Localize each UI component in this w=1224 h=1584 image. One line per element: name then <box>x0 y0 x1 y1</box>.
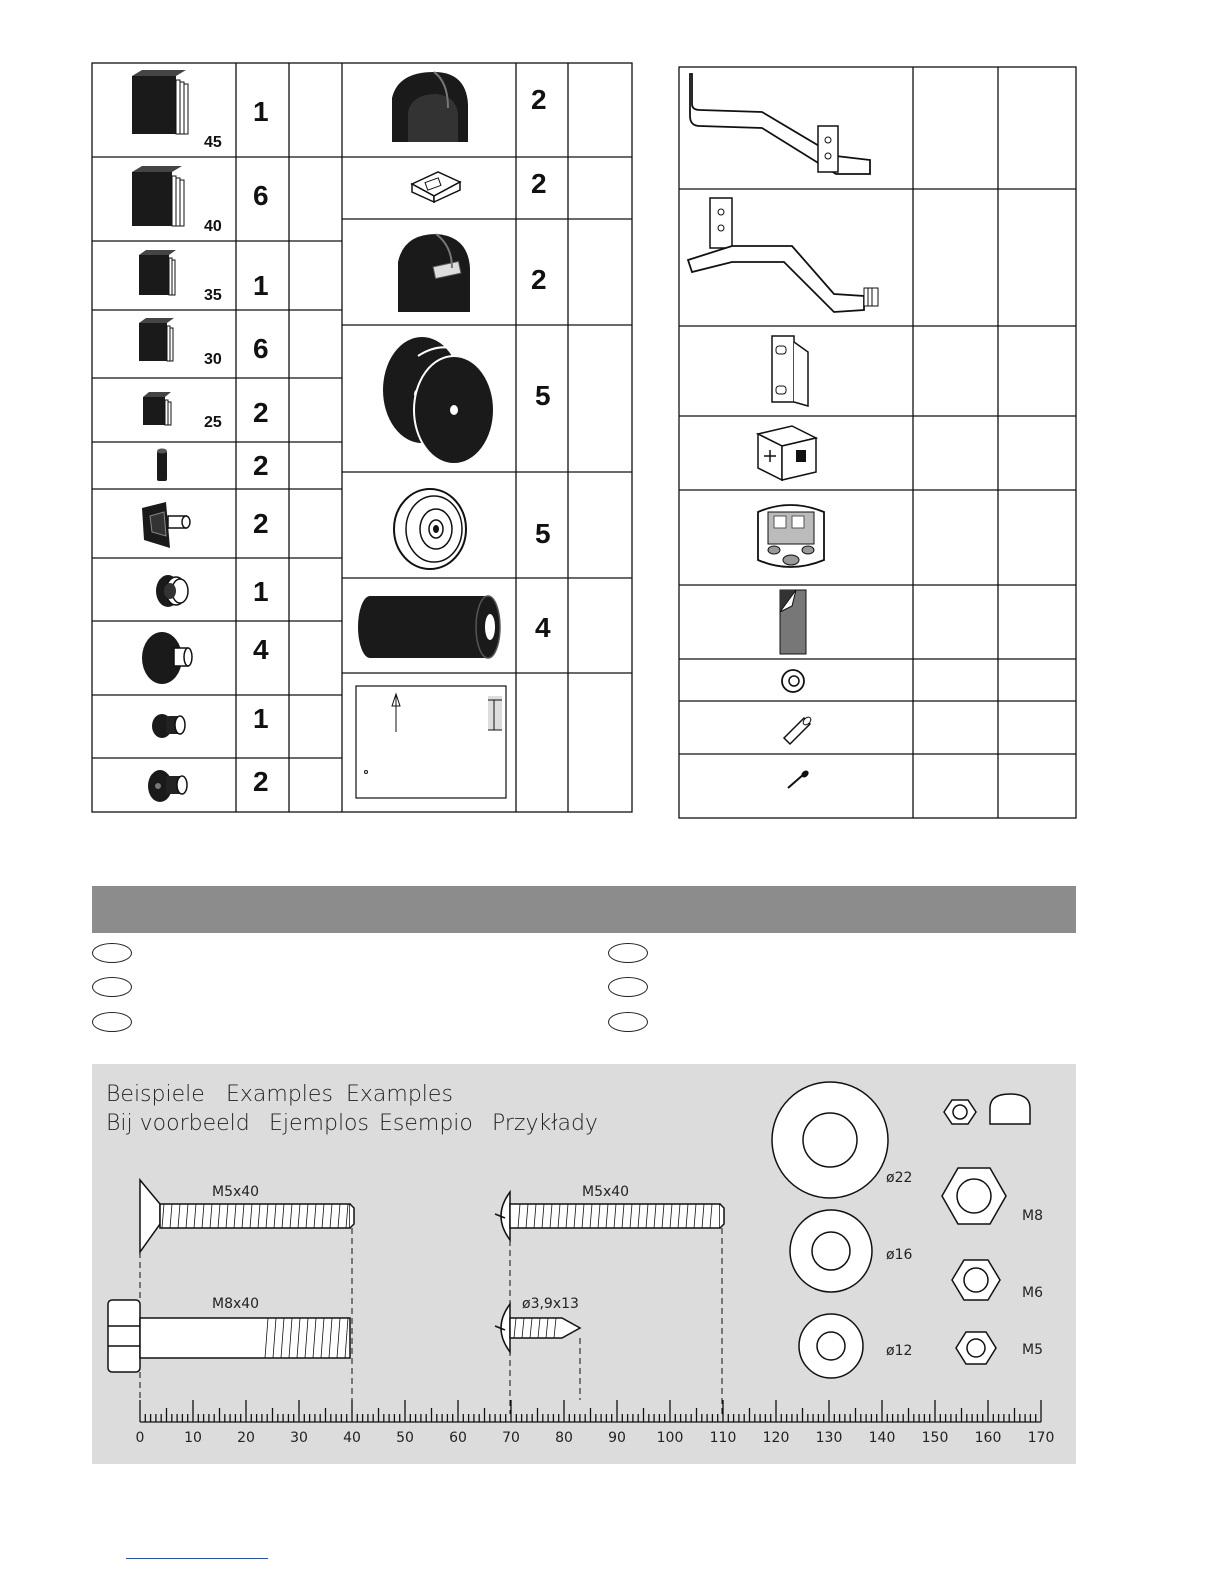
ruler-tick-label: 130 <box>815 1430 843 1446</box>
ruler-tick-label: 70 <box>502 1430 520 1446</box>
ruler-tick-label: 10 <box>184 1430 202 1446</box>
quantity-label: 2 <box>253 397 269 428</box>
bracket-with-knob-icon <box>684 194 886 324</box>
cap-size-label: 40 <box>204 218 222 235</box>
countersunk-screw-icon <box>140 1180 160 1252</box>
quantity-label: 1 <box>253 96 269 127</box>
examples-title-fr: Examples <box>346 1082 453 1107</box>
examples-title-it: Esempio <box>379 1111 473 1136</box>
ruler-tick-label: 50 <box>396 1430 414 1446</box>
language-marker-icon <box>608 943 648 963</box>
self-tapping-screw-shank <box>510 1318 580 1338</box>
quantity-label: 4 <box>253 634 269 665</box>
quantity-label: 1 <box>253 270 269 301</box>
quantity-label: 6 <box>253 180 269 211</box>
cap-nut-icon <box>990 1094 1030 1124</box>
examples-panel <box>92 1064 1076 1464</box>
examples-title-es: Ejemplos <box>269 1111 369 1136</box>
quantity-label: 4 <box>535 612 551 643</box>
examples-drawings <box>92 1064 1076 1464</box>
cap-size-label: 35 <box>204 287 222 304</box>
sticker-sheet-icon <box>776 588 810 656</box>
nut-m8-label: M8 <box>1022 1208 1043 1224</box>
examples-title-en: Examples <box>226 1082 333 1107</box>
ruler-tick-label: 60 <box>449 1430 467 1446</box>
ruler-tick-label: 150 <box>921 1430 949 1446</box>
countersunk-screw-shank <box>160 1204 350 1228</box>
quantity-label: 5 <box>535 380 551 411</box>
washer-22-label: ø22 <box>886 1170 913 1186</box>
ruler-tick-label: 80 <box>555 1430 573 1446</box>
bent-bracket-icon <box>686 70 872 184</box>
ruler-tick-label: 40 <box>343 1430 361 1446</box>
ruler-tick-label: 20 <box>237 1430 255 1446</box>
quantity-label: 2 <box>531 264 547 295</box>
ruler-tick-label: 160 <box>974 1430 1002 1446</box>
quantity-label: 2 <box>253 508 269 539</box>
countersunk-screw-label: M5x40 <box>212 1184 260 1200</box>
quantity-label: 2 <box>531 84 547 115</box>
ruler-tick-label: 100 <box>656 1430 684 1446</box>
language-marker-icon <box>608 1012 648 1032</box>
quantity-label: 2 <box>531 168 547 199</box>
washer-ring-icon <box>780 668 806 694</box>
quantity-label: 2 <box>253 450 269 481</box>
quantity-label: 5 <box>535 518 551 549</box>
language-marker-icon <box>608 977 648 997</box>
sensor-box-icon <box>752 420 822 486</box>
quantity-label: 6 <box>253 333 269 364</box>
washer-16-label: ø16 <box>886 1247 913 1263</box>
ruler-tick-label: 90 <box>608 1430 626 1446</box>
ruler-tick-label: 30 <box>290 1430 308 1446</box>
small-bracket-icon <box>766 332 816 410</box>
cap-size-label: 45 <box>204 134 222 151</box>
washer-12-label: ø12 <box>886 1343 913 1359</box>
language-marker-icon <box>92 977 132 997</box>
examples-title-de: Beispiele <box>106 1082 205 1107</box>
self-tapping-screw-label: ø3,9x13 <box>522 1296 579 1312</box>
ruler-tick-label: 170 <box>1027 1430 1055 1446</box>
round-head-screw-icon <box>501 1192 510 1240</box>
screw-icon <box>784 768 812 792</box>
section-header-bar <box>92 886 1076 933</box>
computer-console-icon <box>752 498 830 574</box>
language-marker-icon <box>92 1012 132 1032</box>
quantity-label: 2 <box>253 766 269 797</box>
nut-m5-label: M5 <box>1022 1342 1043 1358</box>
hex-bolt-shank <box>140 1318 350 1358</box>
language-marker-icon <box>92 943 132 963</box>
ruler-tick-label: 0 <box>135 1430 145 1446</box>
cap-size-label: 30 <box>204 351 222 368</box>
pin-sleeve-icon <box>780 712 814 746</box>
round-head-screw-label: M5x40 <box>582 1184 630 1200</box>
footer-line <box>126 1558 268 1559</box>
examples-title-pl: Przykłady <box>492 1111 598 1136</box>
self-tapping-screw-icon <box>501 1304 510 1352</box>
quantity-label: 1 <box>253 703 269 734</box>
ruler-tick-label: 120 <box>762 1430 790 1446</box>
measurement-ruler <box>140 1400 1041 1422</box>
ruler-tick-label: 110 <box>709 1430 737 1446</box>
quantity-label: 1 <box>253 576 269 607</box>
ruler-tick-label: 140 <box>868 1430 896 1446</box>
hex-bolt-head-icon <box>108 1300 140 1372</box>
hex-bolt-label: M8x40 <box>212 1296 260 1312</box>
nut-m6-label: M6 <box>1022 1285 1043 1301</box>
examples-title-nl: Bij voorbeeld <box>106 1111 250 1136</box>
cap-size-label: 25 <box>204 414 222 431</box>
